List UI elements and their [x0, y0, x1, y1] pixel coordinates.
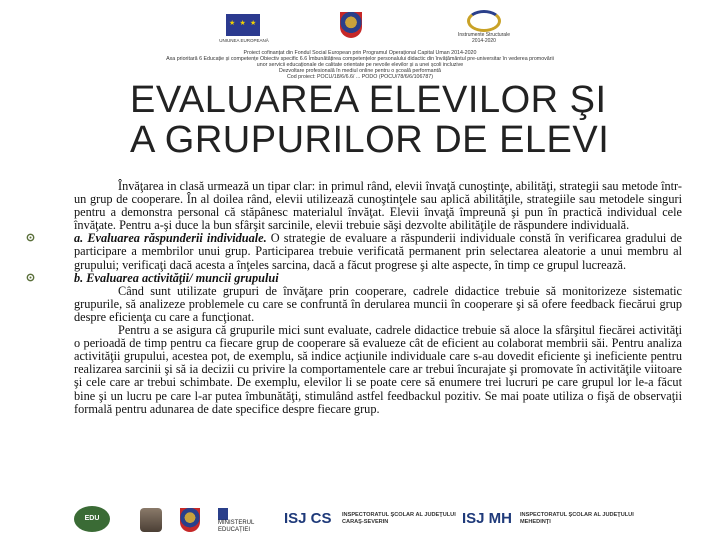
- item-b-heading: b. Evaluarea activităţii/ muncii grupului: [74, 270, 279, 285]
- paragraph-b2: Pentru a se asigura că grupurile mici sunt evaluate, cadrele didactice trebuie să aloce la sfârşitul fiecărei activităţi o perioadă de timp pentru ca fiecare grup de cooperare să evalueze cât de eficient au colaborat membrii săi. Pentru analiza activităţii grupului, acestea pot, de exemplu, să indice acţiunile individuale care s-au dovedit eficiente şi ineficiente pentru realizarea sarcinii şi să ia decizii cu privire la comportamentele care ar trebui încurajate şi promovate în activităţile viitoare şi cele care ar trebui schimbate. De exemplu, elevilor li se poate cere să enumere trei lucruri pe care grupul lor le-a făcut bine şi un lucru pe care l-ar putea îmbunătăţi, stimulând astfel feedbackul pozitiv. Se mai poate utiliza o fişă de observaţii formală pentru adunarea de date specifice despre fiecare grup.: [74, 323, 682, 416]
- eu-flag-logo: [214, 14, 270, 44]
- header-logos: [0, 4, 720, 50]
- ministry-text: MINISTERUL EDUCAȚIEI: [218, 520, 255, 533]
- item-a-text: O strategie de evaluare a răspunderii individuale constă în verificarea gradului de participare a membrilor unui grup. Participarea trebuie verificată permanent prin selectarea aleatorie a unui membru al grupului; verificaţi dacă acesta a înţeles sarcina, dacă a făcut progrese şi alte aspecte, în timp ce grupul lucrează.: [74, 231, 682, 272]
- eu-flag-icon: [226, 14, 260, 36]
- bullet-item-a: [74, 232, 682, 271]
- bullet-item-b: [74, 272, 682, 285]
- fse-caption-1: Instrumente Structurale: [458, 32, 510, 38]
- bullet-icon: [26, 233, 35, 242]
- isj-mh-logo: [462, 510, 634, 527]
- crest-icon: [340, 12, 362, 38]
- paragraph-b1: Când sunt utilizate grupuri de învăţare prin cooperare, cadrele didactice trebuie să monitorizeze sistematic grupurile, să analizeze problemele cu care se confruntă în derularea muncii în cooperare şi să ofere feedback fiecărui grup despre eficienţa cu care a funcţionat.: [74, 283, 682, 324]
- isj-cs-subtitle: INSPECTORATUL ŞCOLAR AL JUDEŢULUI CARAŞ-SEVERIN: [342, 512, 456, 525]
- fse-caption-2: 2014-2020: [472, 38, 496, 44]
- edu-logo-text: EDU: [84, 515, 100, 522]
- eu-caption: UNIUNEA EUROPEANĂ: [219, 38, 269, 43]
- title-line-2: A GRUPURILOR DE ELEVI: [130, 119, 610, 161]
- project-info: [0, 50, 720, 80]
- structural-funds-logo: [444, 10, 524, 46]
- project-line: Cod proiect: POCU/18/6/6.6/ ... PODO (POCU/78/6/6/106787): [286, 74, 434, 81]
- portrait-logo: [140, 508, 162, 532]
- edu-logo: [74, 506, 110, 532]
- item-a-paragraph: [74, 232, 682, 271]
- isj-cs-label: ISJ CS: [284, 510, 332, 527]
- project-line: unor servicii educaționale de calitate orientate pe nevoile elevilor și a unei școli incluzive: [256, 62, 464, 69]
- slide-content: [74, 180, 682, 416]
- item-a-heading: a. Evaluarea răspunderii individuale.: [74, 231, 267, 246]
- footer-logos: [0, 500, 720, 540]
- isj-mh-label: ISJ MH: [462, 510, 513, 527]
- isj-cs-logo: [284, 510, 456, 527]
- slide-title: [130, 80, 690, 160]
- title-line-1: EVALUAREA ELEVILOR ŞI: [130, 79, 607, 121]
- ministry-icon: [218, 508, 228, 520]
- isj-mh-subtitle: INSPECTORATUL ŞCOLAR AL JUDEŢULUI MEHEDINŢI: [520, 512, 634, 525]
- bullet-icon: [26, 273, 35, 282]
- crest-icon: [180, 508, 200, 532]
- intro-paragraph: Învăţarea in clasă urmează un tipar clar: in primul rând, elevii învaţă cunoştinţe, abilităţi, strategii sau metode într-un grup de cooperare. În al doilea rând, elevii utilizează cunoştinţele sau aplică abilităţile, strategiile sau metodele singuri pentru a demonstra personal că stăpânesc materialul învăţat. Elevii învaţă împreună şi pun în practică individual cele învăţate. Pentru a-şi duce la bun sfârşit sarcinile, elevii trebuie săşi dezvolte abilităţile de răspundere individuală.: [74, 179, 682, 233]
- government-crest-logo: [338, 12, 364, 44]
- project-line: Dezvoltare profesională în mediul online pentru o școală performantă: [279, 68, 441, 75]
- project-line: Axa prioritară 6 Educație și competențe Obiectiv specific 6.6 Îmbunătățirea competențelor personalului didactic din învățământul pre-universitar în vederea promovării: [166, 56, 554, 63]
- ministry-logo: [218, 508, 266, 534]
- structural-funds-icon: [467, 10, 501, 32]
- project-line: Proiect cofinanțat din Fondul Social European prin Programul Operațional Capital Uman 2014-2020: [243, 50, 477, 56]
